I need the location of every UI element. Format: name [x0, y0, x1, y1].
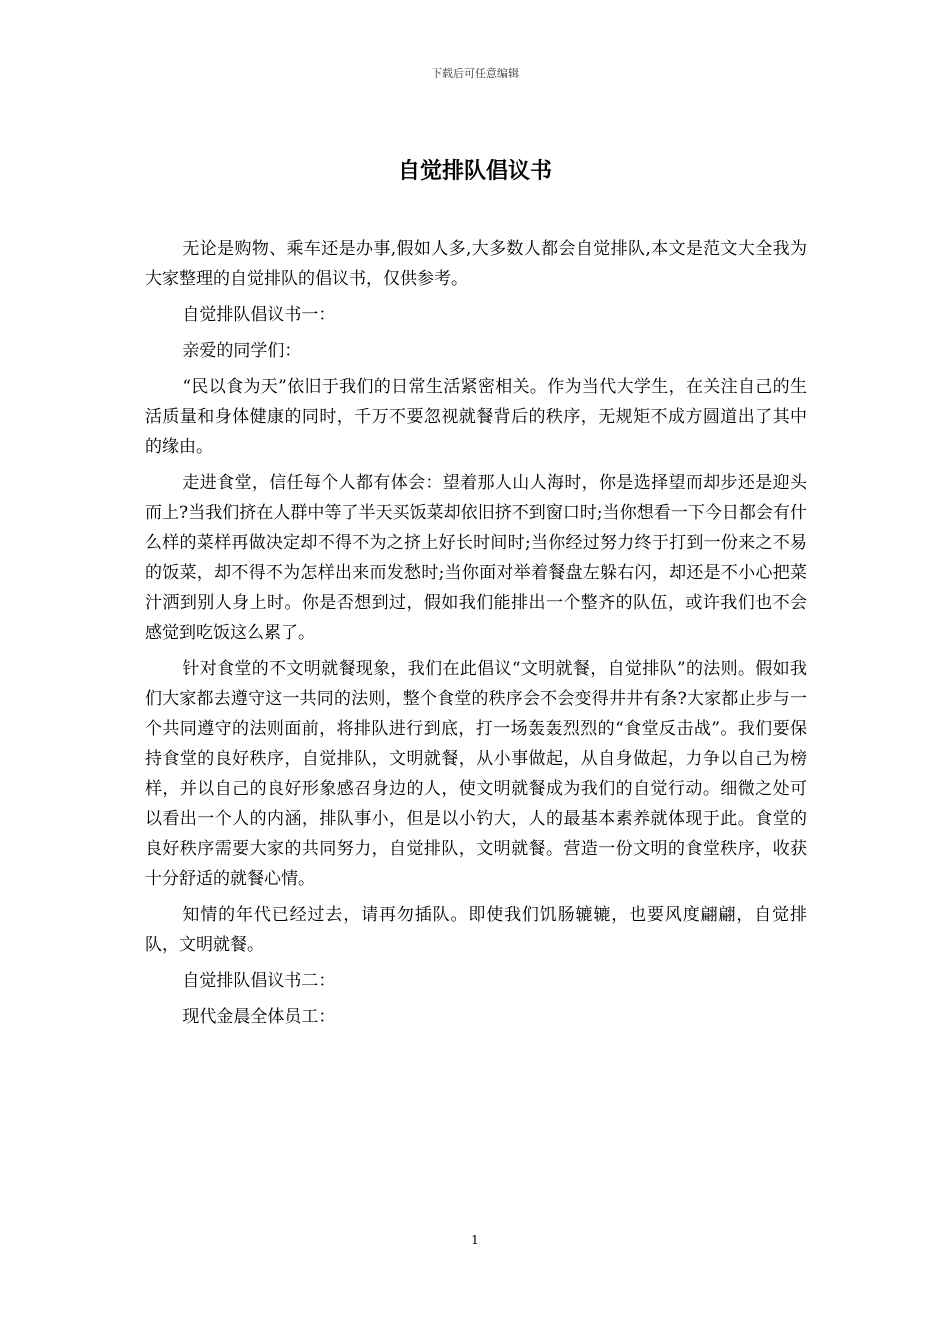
salutation-paragraph: 亲爱的同学们： [182, 341, 302, 361]
intro-paragraph: 无论是购物、乘车还是办事,假如人多,大多数人都会自觉排队,本文是范文大全我为大家整理的自觉排队的倡议书，仅供参考。 [145, 239, 807, 289]
body-paragraph: “民以食为天”依旧于我们的日常生活紧密相关。作为当代大学生，在关注自己的生活质量和身体健康的同时，千万不要忽视就餐背后的秩序，无规矩不成方圆道出了其中的缘由。 [145, 377, 807, 457]
document-title: 自觉排队倡议书 [397, 158, 552, 184]
section-heading-two: 自觉排队倡议书二： [182, 971, 336, 991]
body-paragraph: 针对食堂的不文明就餐现象，我们在此倡议“文明就餐，自觉排队”的法则。假如我们大家都去遵守这一共同的法则，整个食堂的秩序会不会变得井井有条?大家都止步与一个共同遵守的法则面前，将排队进行到底，打一场轰轰烈烈的“食堂反击战”。我们要保持食堂的良好秩序，自觉排队，文明就餐，从小事做起，从自身做起，力争以自己为榜样，并以自己的良好形象感召身边的人，使文明就餐成为我们的自觉行动。细微之处可以看出一个人的内涵，排队事小，但是以小钓大，人的最基本素养就体现于此。食堂的良好秩序需要大家的共同努力，自觉排队，文明就餐。营造一份文明的食堂秩序，收获十分舒适的就餐心情。 [145, 659, 807, 889]
document-body [145, 234, 807, 1038]
section-heading-one: 自觉排队倡议书一： [182, 305, 336, 325]
salutation-paragraph: 现代金晨全体员工： [182, 1007, 336, 1027]
body-paragraph: 知情的年代已经过去，请再勿插队。即使我们饥肠辘辘，也要风度翩翩，自觉排队，文明就餐。 [145, 905, 807, 955]
page-number: 1 [471, 1233, 479, 1247]
header-note: 下载后可任意编辑 [431, 67, 519, 80]
body-paragraph: 走进食堂，信任每个人都有体会：望着那人山人海时，你是选择望而却步还是迎头而上?当我们挤在人群中等了半天买饭菜却依旧挤不到窗口时;当你想看一下今日都会有什么样的菜样再做决定却不得不为之挤上好长时间时;当你经过努力终于打到一份来之不易的饭菜，却不得不为怎样出来而发愁时;当你面对举着餐盘左躲右闪，却还是不小心把菜汁洒到别人身上时。你是否想到过，假如我们能排出一个整齐的队伍，或许我们也不会感觉到吃饭这么累了。 [145, 473, 807, 643]
